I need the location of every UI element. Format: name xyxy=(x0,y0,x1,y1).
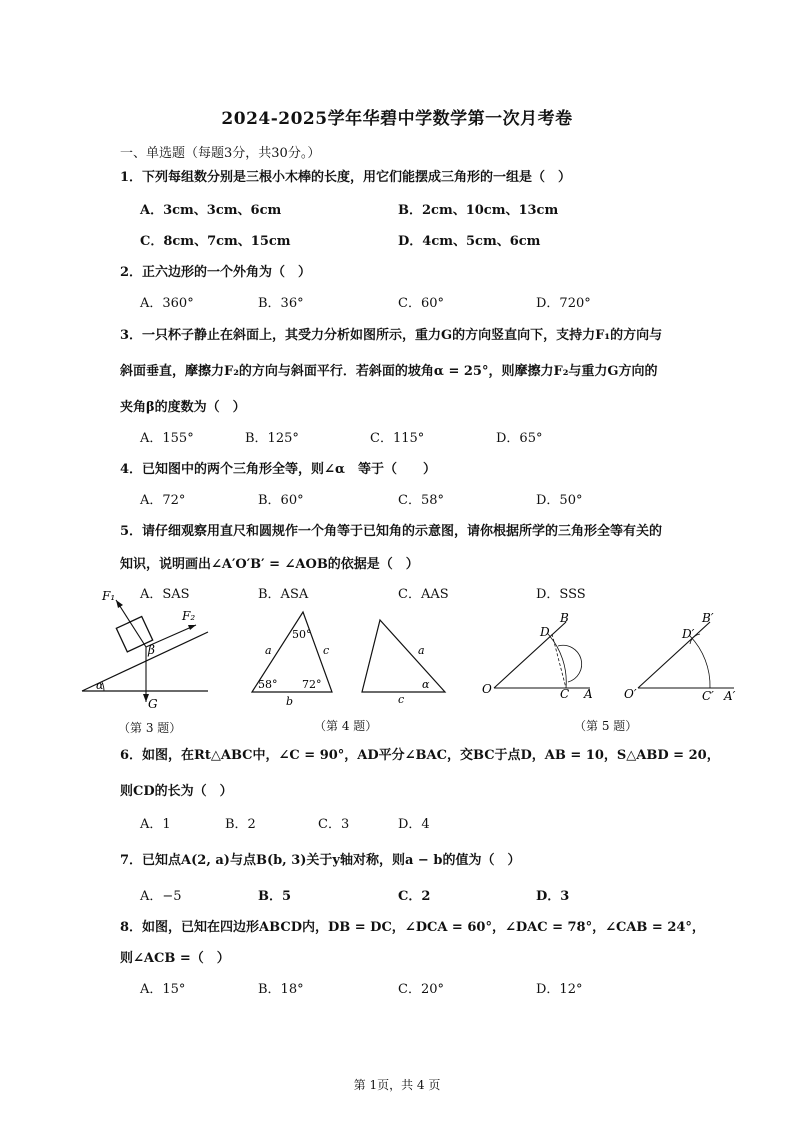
q8-option-b: B．18° xyxy=(258,982,304,997)
q5-option-c: C．AAS xyxy=(398,587,449,602)
fig3-label-g: G xyxy=(148,697,158,710)
fig5-label-c: C xyxy=(560,687,570,701)
q1-option-b: B．2cm、10cm、13cm xyxy=(398,203,559,218)
q6-option-a: A．1 xyxy=(140,817,171,832)
fig3-label-f1: F₁ xyxy=(102,590,116,603)
q4-option-a: A．72° xyxy=(140,493,186,508)
question-8-line-2: 则∠ACB =（ ） xyxy=(120,951,230,966)
q8-option-d: D．12° xyxy=(536,982,583,997)
fig5-label-o2: O′ xyxy=(624,687,637,701)
q7-option-b: B．5 xyxy=(258,889,292,904)
fig4-label-a2: a xyxy=(418,644,425,657)
page-footer: 第 1页，共 4 页 xyxy=(353,1078,441,1092)
q6-option-c: C．3 xyxy=(318,817,350,832)
figure-4-caption: （第 4 题） xyxy=(314,719,378,733)
q2-option-c: C．60° xyxy=(398,296,444,311)
question-5-line-1: 5．请仔细观察用直尺和圆规作一个角等于已知角的示意图，请你根据所学的三角形全等有关的 xyxy=(120,524,663,539)
fig4-label-left: 58° xyxy=(258,678,278,691)
q1-option-a: A．3cm、3cm、6cm xyxy=(140,203,282,218)
q7-option-d: D．3 xyxy=(536,889,570,904)
q1-option-d: D．4cm、5cm、6cm xyxy=(398,234,541,249)
fig4-label-top: 50° xyxy=(292,628,312,641)
q4-option-b: B．60° xyxy=(258,493,304,508)
question-5-line-2: 知识，说明画出∠A′O′B′ = ∠AOB的依据是（ ） xyxy=(120,557,419,572)
q4-option-d: D．50° xyxy=(536,493,583,508)
question-2-stem: 2．正六边形的一个外角为（ ） xyxy=(120,265,312,280)
figure-5-constructions xyxy=(480,606,750,706)
fig5-label-b: B xyxy=(560,611,569,625)
page-title: 2024-2025学年华碧中学数学第一次月考卷 xyxy=(221,109,573,129)
section-heading: 一、单选题（每题3分，共30分。） xyxy=(120,146,321,161)
question-4-stem: 4．已知图中的两个三角形全等，则∠α 等于（ ） xyxy=(120,462,436,477)
fig5-label-a: A xyxy=(584,687,593,701)
fig5-label-a2: A′ xyxy=(724,689,736,703)
q2-option-b: B．36° xyxy=(258,296,304,311)
question-3-line-3: 夹角β的度数为（ ） xyxy=(120,400,246,415)
q2-option-a: A．360° xyxy=(140,296,194,311)
fig3-label-beta: β xyxy=(148,643,155,657)
q3-option-d: D．65° xyxy=(496,431,543,446)
fig5-label-c2: C′ xyxy=(702,689,714,703)
fig5-label-d: D xyxy=(540,625,550,639)
q2-option-d: D．720° xyxy=(536,296,591,311)
q5-option-a: A．SAS xyxy=(140,587,190,602)
q8-option-a: A．15° xyxy=(140,982,186,997)
fig3-label-alpha: α xyxy=(96,679,104,692)
q6-option-d: D．4 xyxy=(398,817,430,832)
fig5-label-d2: D′ xyxy=(682,627,695,641)
figure-4-triangles xyxy=(240,600,460,710)
q1-option-c: C．8cm、7cm、15cm xyxy=(140,234,291,249)
q7-option-a: A．−5 xyxy=(140,889,182,904)
q3-option-a: A．155° xyxy=(140,431,194,446)
figure-3-caption: （第 3 题） xyxy=(118,721,182,735)
q3-option-b: B．125° xyxy=(245,431,299,446)
question-1-stem: 1．下列每组数分别是三根小木棒的长度，用它们能摆成三角形的一组是（ ） xyxy=(120,170,572,185)
fig4-label-c2: c xyxy=(398,693,405,706)
figure-3-incline xyxy=(78,590,218,710)
q8-option-c: C．20° xyxy=(398,982,444,997)
question-8-line-1: 8．如图，已知在四边形ABCD内，DB = DC，∠DCA = 60°，∠DAC = 78°，∠CAB = 24°， xyxy=(120,920,705,935)
q5-option-d: D．SSS xyxy=(536,587,586,602)
fig4-label-alpha2: α xyxy=(422,678,430,691)
q5-option-b: B．ASA xyxy=(258,587,309,602)
q3-option-c: C．115° xyxy=(370,431,425,446)
question-3-line-1: 3．一只杯子静止在斜面上，其受力分析如图所示，重力G的方向竖直向下，支持力F₁的方向与 xyxy=(120,328,663,343)
question-6-line-2: 则CD的长为（ ） xyxy=(120,784,233,799)
fig3-label-f2: F₂ xyxy=(182,609,196,623)
figure-5-caption: （第 5 题） xyxy=(574,719,638,733)
question-6-line-1: 6．如图，在Rt△ABC中，∠C = 90°，AD平分∠BAC，交BC于点D，AB = 10，S△ABD = 20， xyxy=(120,748,720,763)
q6-option-b: B．2 xyxy=(225,817,256,832)
fig5-label-b2: B′ xyxy=(702,611,714,625)
q4-option-c: C．58° xyxy=(398,493,444,508)
fig5-label-o: O xyxy=(482,682,492,696)
fig4-label-a: a xyxy=(265,644,272,657)
fig4-label-b: b xyxy=(286,695,294,708)
fig4-label-c: c xyxy=(323,644,330,657)
question-3-line-2: 斜面垂直，摩擦力F₂的方向与斜面平行．若斜面的坡角α = 25°，则摩擦力F₂与重力G方向的 xyxy=(120,364,658,379)
fig4-label-right: 72° xyxy=(302,678,322,691)
q7-option-c: C．2 xyxy=(398,889,431,904)
question-7-stem: 7．已知点A(2, a)与点B(b, 3)关于y轴对称，则a − b的值为（ ） xyxy=(120,853,521,868)
